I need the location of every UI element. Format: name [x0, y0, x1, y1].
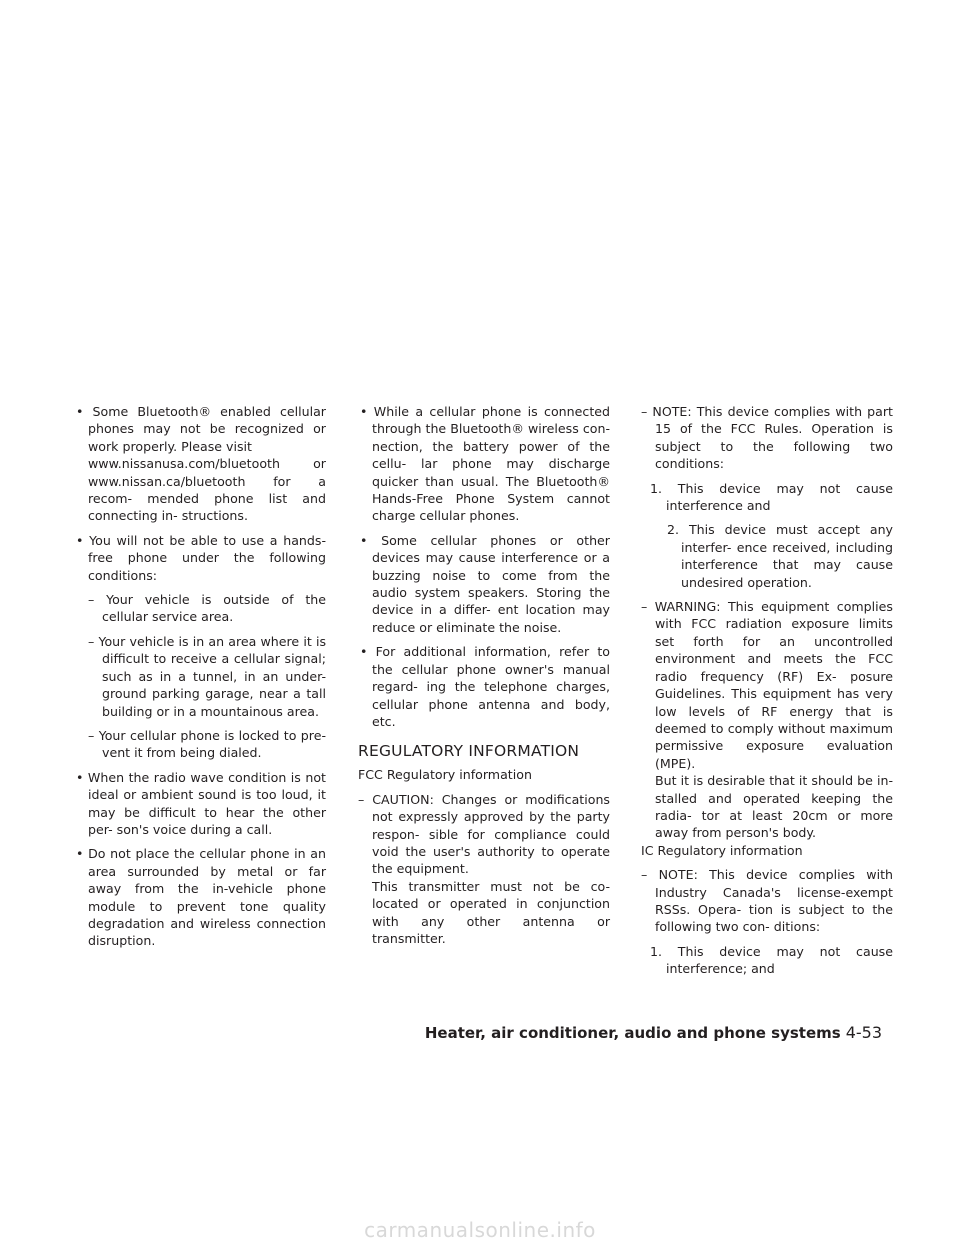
fcc-subheading: FCC Regulatory information — [358, 767, 532, 783]
note-industry-canada: – NOTE: This device complies with Industry Canada's license-exempt RSSs. Opera- tion is subject to the following two con- ditions: — [641, 867, 893, 935]
ic-subheading: IC Regulatory information — [641, 842, 803, 858]
note-fcc-part15: – NOTE: This device complies with part 15 of the FCC Rules. Operation is subject to the following two conditions: — [641, 404, 893, 472]
bullet-handsfree-conditions: • You will not be able to use a hands-free phone under the following conditions: — [76, 532, 326, 583]
bullet-text: • Some Bluetooth® enabled cellular phones may not be recognized or work properly. Please visit — [76, 404, 326, 454]
column-1 — [74, 403, 326, 957]
caution-item: – CAUTION: Changes or modifications not expressly approved by the party respon- sible for compliance could void the user's authority to operate the equipment. — [358, 791, 610, 877]
nissanusa-link[interactable]: www.nissanusa.com/bluetooth or — [88, 456, 326, 472]
section-heading: REGULATORY INFORMATION — [358, 742, 580, 761]
bullet-battery: • While a cellular phone is connected through the Bluetooth® wireless con- nection, the battery power of the cellu- lar phone may discharge quicker than usual. The Bluetooth® Hands-Free Phone System cannot charge cellular phones. — [360, 404, 610, 524]
bullet-bluetooth-recognition — [74, 403, 326, 525]
watermark-text: carmanualsonline.info — [364, 1218, 596, 1242]
dash-phone-locked: – Your cellular phone is locked to pre- vent it from being dialed. — [88, 727, 326, 761]
dash-service-area: – Your vehicle is outside of the cellular service area. — [88, 592, 326, 625]
page-footer — [425, 1023, 882, 1043]
dash-weak-signal: – Your vehicle is in an area where it is difficult to receive a cellular signal; such as in a tunnel, in an under- ground parking garage, near a tall building or in a mountainous area. — [88, 633, 326, 719]
condition-1: 1. This device may not cause interference and — [650, 480, 893, 514]
column-3 — [641, 403, 893, 985]
page-number: 4-53 — [845, 1023, 882, 1042]
ic-condition-1: 1. This device may not cause interference; and — [650, 943, 893, 977]
footer-section-title: Heater, air conditioner, audio and phone systems — [424, 1024, 841, 1042]
caution-continuation: This transmitter must not be co-located or operated in conjunction with any other antenna or transmitter. — [372, 878, 610, 946]
bullet-phone-placement: • Do not place the cellular phone in an area surrounded by metal or far away from the in-vehicle phone module to prevent tone quality degradation and wireless connection disruption. — [76, 846, 326, 949]
bullet-interference: • Some cellular phones or other devices may cause interference or a buzzing noise to come from the audio system speakers. Storing the device in a differ- ent location may reduce or eliminate the noise. — [360, 532, 610, 635]
bullet-additional-info: • For additional information, refer to the cellular phone owner's manual regard- ing the telephone charges, cellular phone antenna and body, etc. — [360, 644, 610, 729]
bullet-radio-wave: • When the radio wave condition is not ideal or ambient sound is too loud, it may be difficult to hear the other per- son's voice during a call. — [76, 769, 326, 837]
bullet-text-cont: www.nissan.ca/bluetooth for a recom- mended phone list and connecting in- structions. — [88, 473, 326, 524]
warning-continuation: But it is desirable that it should be in- stalled and operated keeping the radia- tor at least 20cm or more away from person's body. — [655, 773, 893, 841]
condition-2: 2. This device must accept any interfer- ence received, including interference that may cause undesired operation. — [667, 522, 893, 590]
column-2 — [358, 403, 610, 947]
warning-item: – WARNING: This equipment complies with FCC radiation exposure limits set forth for an uncontrolled environment and meets the FCC radio frequency (RF) Ex- posure Guidelines. This equipment has very low levels of RF energy that is deemed to comply without maximum permissive exposure evaluation (MPE). — [641, 599, 893, 771]
